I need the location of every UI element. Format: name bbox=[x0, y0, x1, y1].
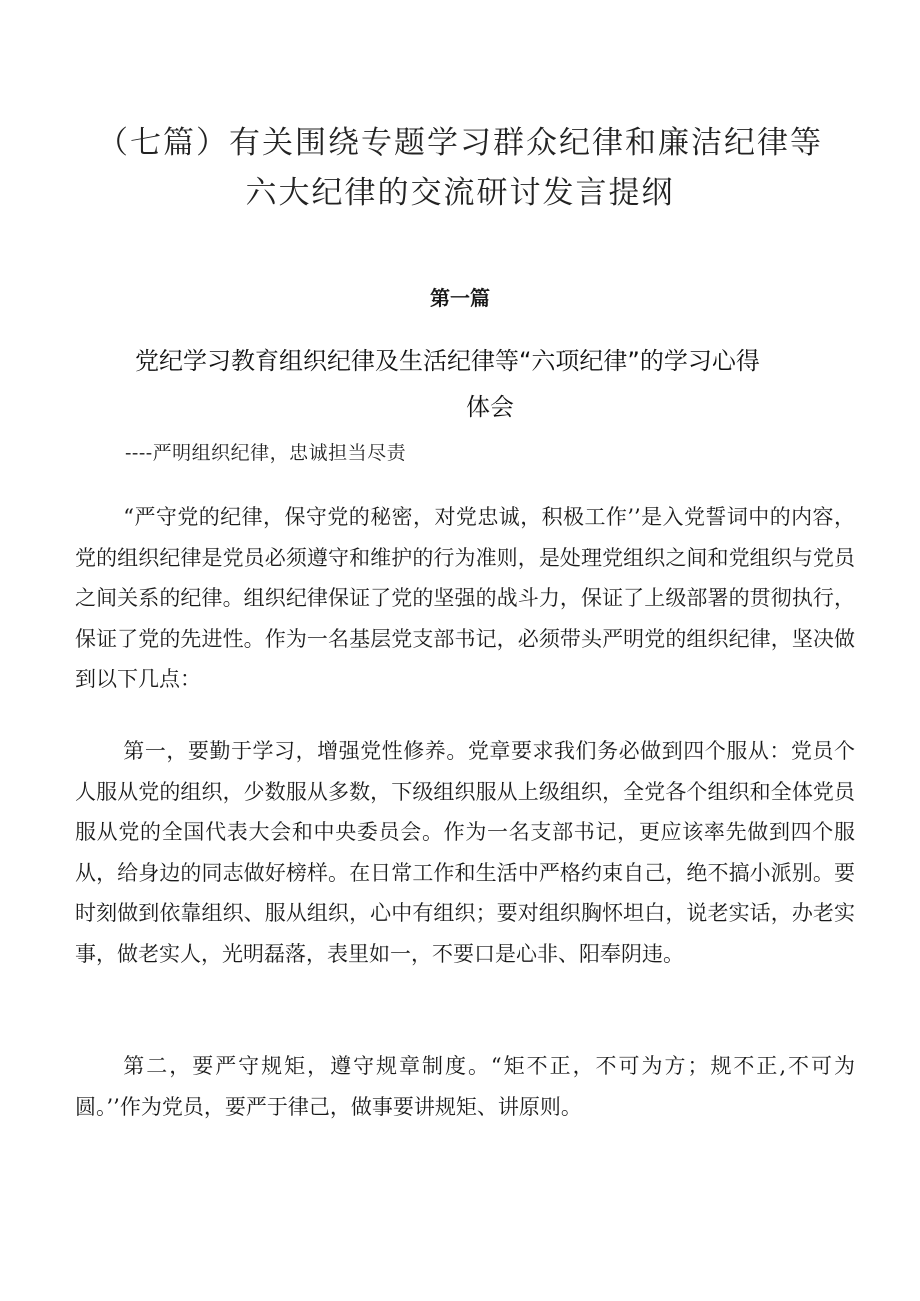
document-title-line-2: 六大纪律的交流研讨发言提纲 bbox=[245, 175, 675, 211]
body-paragraph-2: 第一，要勤于学习，增强党性修养。党章要求我们务必做到四个服从：党员个人服从党的组织，少数服从多数，下级组织服从上级组织，全党各个组织和全体党员服从党的全国代表大会和中央委员会。作为一名支部书记，更应该率先做到四个服从，给身边的同志做好榜样。在日常工作和生活中严格约束自己，绝不搞小派别。要时刻做到依靠组织、服从组织，心中有组织；要对组织胸怀坦白，说老实话，办老实事，做老实人，光明磊落，表里如一，不要口是心非、阳奉阴违。 bbox=[75, 739, 855, 966]
body-paragraph-1: “严守党的纪律，保守党的秘密，对党忠诚，积极工作’’是入党誓词中的内容，党的组织纪律是党员必须遵守和维护的行为准则，是处理党组织之间和党组织与党员之间关系的纪律。组织纪律保证了党的坚强的战斗力，保证了上级部署的贯彻执行，保证了党的先进性。作为一名基层党支部书记，必须带头严明党的组织纪律，坚决做到以下几点： bbox=[75, 505, 855, 691]
section-heading: 第一篇 bbox=[430, 286, 490, 310]
article-title-line-2: 体会 bbox=[466, 393, 514, 421]
body-paragraph-3: 第二，要严守规矩，遵守规章制度。“矩不正，不可为方；规不正,不可为圆。’’作为党员，要严于律己，做事要讲规矩、讲原则。 bbox=[75, 1054, 855, 1119]
document-title bbox=[60, 118, 860, 218]
article-subtitle: ----严明组织纪律，忠诚担当尽责 bbox=[125, 442, 407, 464]
article-title-line-1: 党纪学习教育组织纪律及生活纪律等“六项纪律”的学习心得 bbox=[135, 347, 760, 375]
article-title bbox=[135, 338, 865, 430]
document-title-line-1: （七篇）有关围绕专题学习群众纪律和廉洁纪律等 bbox=[97, 125, 823, 161]
